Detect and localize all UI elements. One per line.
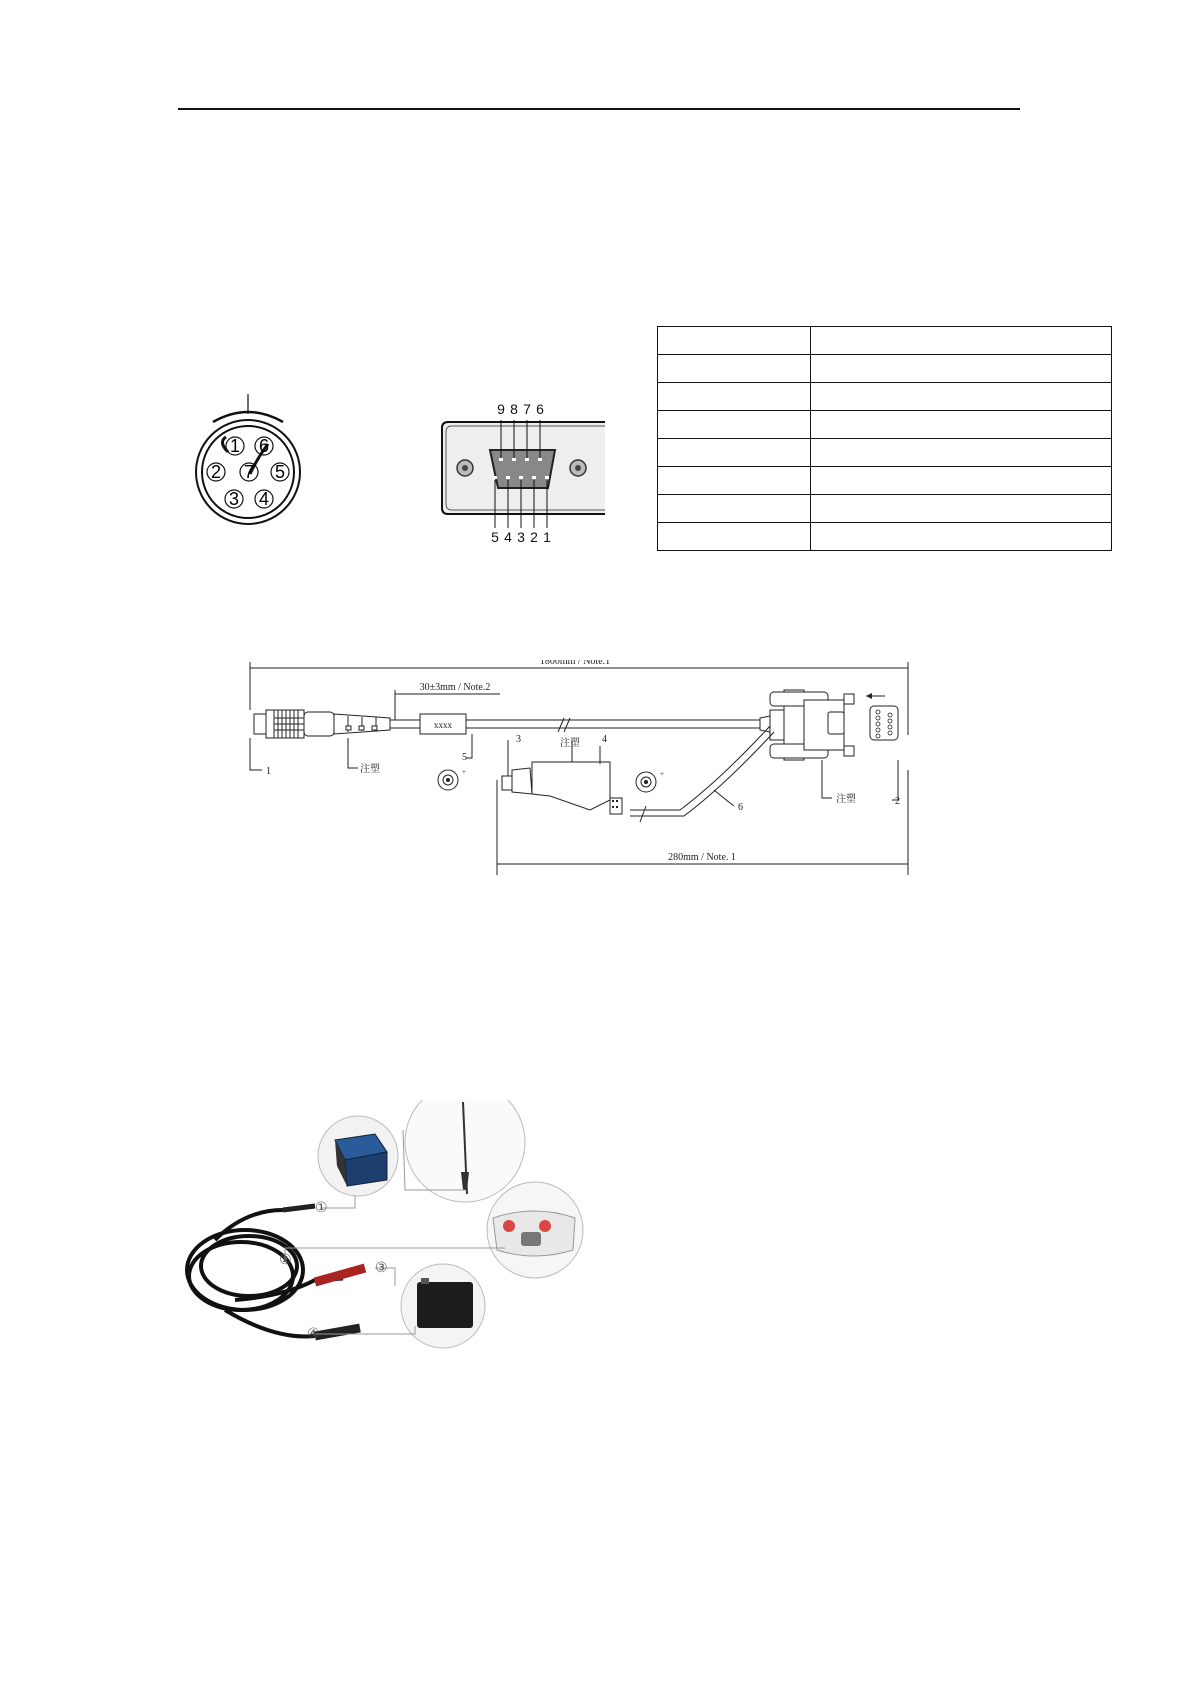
cable-coil-image (187, 1210, 315, 1336)
photo-callout-1: ① (315, 1200, 328, 1216)
svg-text:+: + (462, 768, 466, 776)
header-rule (178, 108, 1020, 110)
pin-table-cell-pin (658, 327, 811, 355)
pin-table-cell-pin (658, 495, 811, 523)
round-pin-6: 6 (258, 436, 270, 456)
pin-table-row (658, 383, 1112, 411)
pin-table-row (658, 495, 1112, 523)
db9-pin-1: 1 (543, 529, 551, 545)
svg-text:+: + (660, 770, 664, 778)
round-pin-5: 5 (274, 462, 286, 482)
pin-table-cell-definition (811, 411, 1112, 439)
pin-table-row (658, 355, 1112, 383)
total-length-dimension: 1800mm / Note.1 (539, 660, 611, 667)
pin-table-cell-pin (658, 467, 811, 495)
cable-label-text: xxxx (434, 720, 452, 730)
gnss-receiver-image (493, 1211, 575, 1256)
db9-pin-2: 2 (530, 529, 538, 545)
round-pin-4: 4 (258, 489, 270, 509)
strip-length-dimension: 30±3mm / Note.2 (419, 682, 491, 693)
mold-label-db9: 注塑 (836, 794, 856, 805)
pin-table-cell-definition (811, 523, 1112, 551)
pin-table-row (658, 411, 1112, 439)
db9-pin-5: 5 (491, 529, 499, 545)
db9-pin-3: 3 (517, 529, 525, 545)
callout-1: 1 (266, 766, 271, 777)
photo-callout-3: ③ (375, 1260, 388, 1276)
db9-pin-7: 7 (523, 401, 531, 417)
db9-connector-diagram (440, 400, 605, 548)
mold-label-plug: 注塑 (560, 738, 580, 749)
branch-length-dimension: 280mm / Note. 1 (668, 852, 736, 863)
db9-pin-8: 8 (510, 401, 518, 417)
cable-assembly-drawing (240, 660, 960, 880)
callout-3: 3 (516, 734, 521, 745)
db9-pin-9: 9 (497, 401, 505, 417)
pin-table-cell-pin (658, 523, 811, 551)
pin-table-cell-pin (658, 383, 811, 411)
callout-4: 4 (602, 734, 607, 745)
pin-table-cell-definition (811, 327, 1112, 355)
round-pin-2: 2 (210, 462, 222, 482)
pin-table-row (658, 327, 1112, 355)
callout-2: 2 (895, 796, 900, 807)
pin-table-cell-definition (811, 439, 1112, 467)
photo-callout-2: ② (279, 1252, 292, 1268)
mold-label-left: 注塑 (360, 764, 380, 775)
black-clip-image (315, 1328, 360, 1336)
pin-table-cell-definition (811, 355, 1112, 383)
db9-pin-4: 4 (504, 529, 512, 545)
callout-5: 5 (462, 752, 467, 763)
photo-callout-4: ④ (307, 1326, 320, 1342)
pin-table-cell-pin (658, 439, 811, 467)
pin-table-cell-definition (811, 495, 1112, 523)
db9-pin-6: 6 (536, 401, 544, 417)
pin-table-cell-pin (658, 411, 811, 439)
round-pin-3: 3 (228, 489, 240, 509)
pin-table-cell-pin (658, 355, 811, 383)
pin-table-row (658, 439, 1112, 467)
pin-table-cell-definition (811, 383, 1112, 411)
round-pin-7: 7 (243, 462, 255, 482)
pin-table-cell-definition (811, 467, 1112, 495)
round-pin-1: 1 (229, 436, 241, 456)
pin-table-row (658, 523, 1112, 551)
callout-6: 6 (738, 802, 743, 813)
pin-table-row (658, 467, 1112, 495)
round-7pin-connector-diagram (188, 382, 308, 532)
cable-product-photo (175, 1100, 595, 1390)
pin-definition-table (657, 326, 1112, 551)
battery-image (417, 1282, 473, 1328)
